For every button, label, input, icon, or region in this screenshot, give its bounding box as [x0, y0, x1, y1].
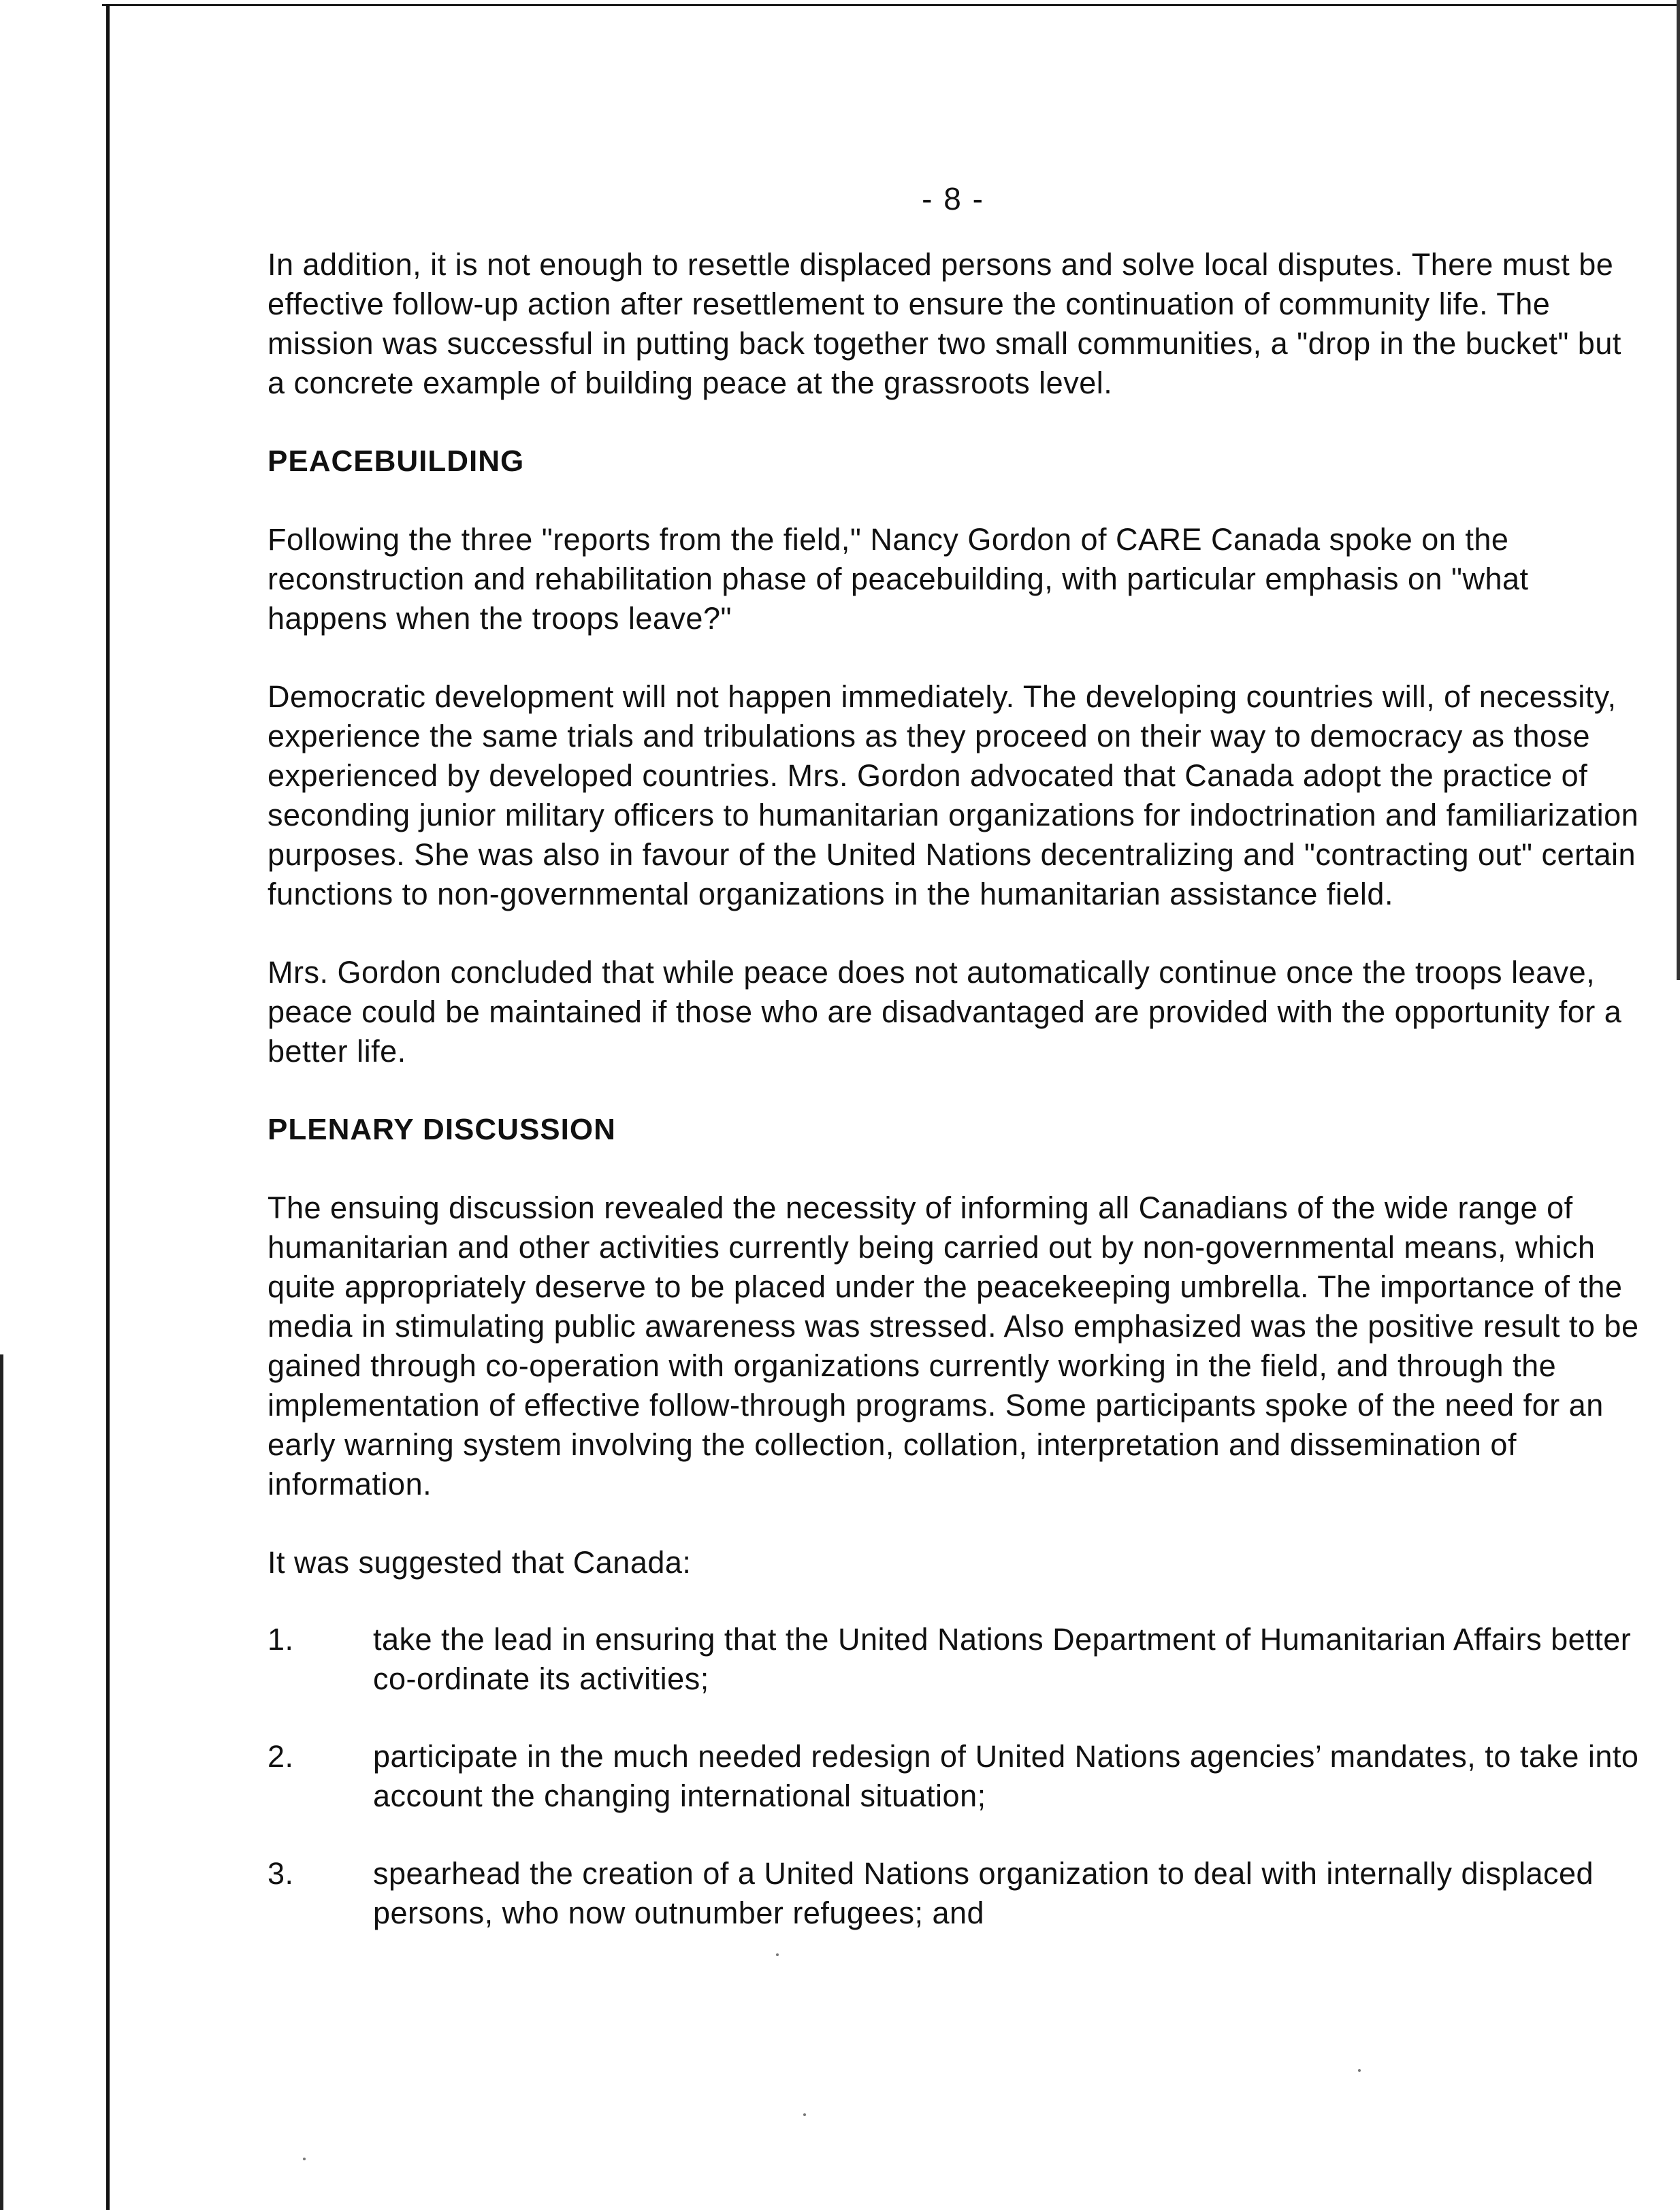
page-number: - 8 - [922, 181, 984, 216]
section-heading-peacebuilding: PEACEBUILDING [268, 444, 525, 478]
paragraph: The ensuing discussion revealed the necessity of informing all Canadians of the wide range of humanitarian and other activities currently being carried out by non-governmental means, which quite appropriately deserve to be placed under the peacekeeping umbrella. The importance of the media in stimulating public awareness was stressed. Also emphasized was the positive result to be gained through co-operation with organizations currently working in the field, and through the implementation of effective follow-through programs. Some participants spoke of the need for an early warning system involving the collection, collation, interpretation and dissemination of information. [268, 1190, 1639, 1501]
list-item-text: spearhead the creation of a United Nations organization to deal with internally displaced persons, who now outnumber refugees; and [373, 1856, 1594, 1930]
list-item [268, 1620, 1643, 1699]
scan-edge-left [0, 1354, 3, 2210]
paragraph: Mrs. Gordon concluded that while peace does not automatically continue once the troops leave, peace could be maintained if those who are disadvantaged are provided with the opportunity for a better life. [268, 955, 1622, 1069]
paragraph: Following the three "reports from the field," Nancy Gordon of CARE Canada spoke on the reconstruction and rehabilitation phase of peacebuilding, with particular emphasis on "what happens when the troops leave?" [268, 522, 1529, 636]
scan-border-top [102, 4, 1680, 6]
list-item-text: participate in the much needed redesign of United Nations agencies’ mandates, to take into account the changing international situation; [373, 1739, 1639, 1813]
list-item [268, 1854, 1643, 1933]
scan-edge-right [1677, 0, 1680, 980]
scan-speck [803, 2113, 806, 2116]
document-body [268, 245, 1643, 1971]
list-item-number: 1. [268, 1622, 294, 1657]
list-intro: It was suggested that Canada: [268, 1545, 692, 1580]
scan-speck [1358, 2069, 1361, 2072]
list-item-text: take the lead in ensuring that the United Nations Department of Humanitarian Affairs better co-ordinate its activities; [373, 1622, 1632, 1696]
recommendations-list [268, 1620, 1643, 1933]
paragraph: Democratic development will not happen immediately. The developing countries will, of necessity, experience the same trials and tribulations as they proceed on their way to democracy as those experienced by developed countries. Mrs. Gordon advocated that Canada adopt the practice of seconding junior military officers to humanitarian organizations for indoctrination and familiarization purposes. She was also in favour of the United Nations decentralizing and "contracting out" certain functions to non-governmental organizations in the humanitarian assistance field. [268, 679, 1639, 911]
list-item [268, 1737, 1643, 1816]
list-item-number: 3. [268, 1856, 294, 1891]
section-heading-plenary-discussion: PLENARY DISCUSSION [268, 1113, 616, 1146]
list-item-number: 2. [268, 1739, 294, 1774]
paragraph: In addition, it is not enough to resettle displaced persons and solve local disputes. There must be effective follow-up action after resettlement to ensure the continuation of community life. The mission was successful in putting back together two small communities, a "drop in the bucket" but a concrete example of building peace at the grassroots level. [268, 247, 1621, 400]
scan-speck [303, 2158, 306, 2160]
scan-border-left [106, 4, 110, 2210]
